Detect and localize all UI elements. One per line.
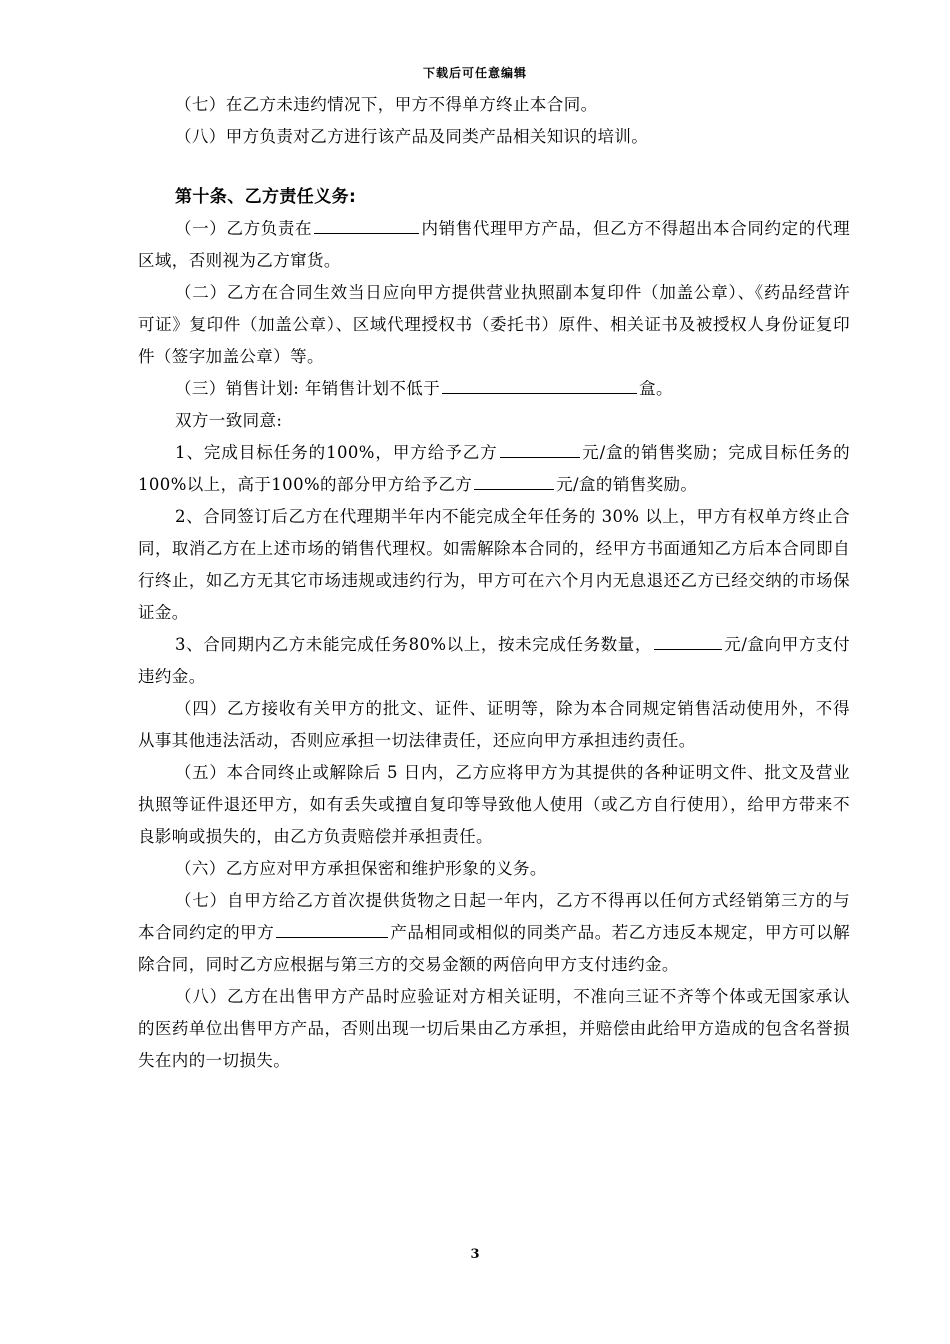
paragraph-8b: （八）乙方在出售甲方产品时应验证对方相关证明，不准向三证不齐等个体或无国家承认的医药单位出售甲方产品，否则出现一切后果由乙方承担，并赔偿由此给甲方造成的包含名誉损失在内的一切损失。 xyxy=(138,987,850,1070)
blank-field-region xyxy=(314,215,419,234)
item-3-text-b: 元/盒向甲方支付违约金。 xyxy=(138,635,850,686)
blank-field-penalty xyxy=(654,631,722,650)
blank-field-reward-1 xyxy=(500,439,580,458)
paragraph-7b-text-a: （七）自甲方给乙方首次提供货物之日起一年内，乙方不得再以任何方式经销第三方的与本合同约定的甲方 xyxy=(138,891,850,942)
document-body xyxy=(138,89,850,1077)
paragraph-3 xyxy=(138,373,850,405)
page-header: 下载后可任意编辑 xyxy=(422,66,527,80)
item-1-text-a: 1、完成目标任务的100%，甲方给予乙方 xyxy=(175,443,498,462)
page-number: 3 xyxy=(470,1247,480,1262)
paragraph-3-text-b: 盒。 xyxy=(639,379,673,398)
paragraph-5: （五）本合同终止或解除后 5 日内，乙方应将甲方为其提供的各种证明文件、批文及营业执照等证件退还甲方，如有丢失或擅自复印等导致他人使用（或乙方自行使用），给甲方带来不良影响或损失的，由乙方负责赔偿并承担责任。 xyxy=(138,763,850,846)
paragraph-7b-text-b: 产品相同或相似的同类产品。若乙方违反本规定，甲方可以解除合同，同时乙方应根据与第三方的交易金额的两倍向甲方支付违约金。 xyxy=(138,923,850,974)
item-1-text-c: 元/盒的销售奖励。 xyxy=(556,475,698,494)
paragraph-6: （六）乙方应对甲方承担保密和维护形象的义务。 xyxy=(175,859,547,878)
item-1-text-b: 元/盒的销售奖励；完成目标任务的100%以上，高于100%的部分甲方给予乙方 xyxy=(138,443,851,494)
paragraph-8a: （八）甲方负责对乙方进行该产品及同类产品相关知识的培训。 xyxy=(175,127,649,146)
paragraph-7b xyxy=(138,885,850,981)
blank-field-annual-plan xyxy=(442,375,637,394)
blank-field-reward-2 xyxy=(474,471,554,490)
section-heading: 第十条、乙方责任义务: xyxy=(175,187,357,207)
item-2: 2、合同签订后乙方在代理期半年内不能完成全年任务的 30% 以上，甲方有权单方终止合同，取消乙方在上述市场的销售代理权。如需解除本合同的，经甲方书面通知乙方后本合同即自行终止，如乙方无其它市场违规或违约行为，甲方可在六个月内无息退还乙方已经交纳的市场保证金。 xyxy=(138,507,850,622)
item-1 xyxy=(138,437,850,501)
paragraph-2: （二）乙方在合同生效当日应向甲方提供营业执照副本复印件（加盖公章）、《药品经营许可证》复印件（加盖公章）、区域代理授权书（委托书）原件、相关证书及被授权人身份证复印件（签字加盖公章）等。 xyxy=(138,283,850,366)
paragraph-3-text-a: （三）销售计划: 年销售计划不低于 xyxy=(175,379,441,398)
paragraph-1-text-a: （一）乙方负责在 xyxy=(175,219,313,238)
paragraph-1-text-b: 内销售代理甲方产品，但乙方不得超出本合同约定的代理区域，否则视为乙方窜货。 xyxy=(138,219,851,270)
item-3 xyxy=(138,629,850,693)
paragraph-4: （四）乙方接收有关甲方的批文、证件、证明等，除为本合同规定销售活动使用外，不得从事其他违法活动，否则应承担一切法律责任，还应向甲方承担违约责任。 xyxy=(138,699,850,750)
paragraph-1 xyxy=(138,213,850,277)
blank-field-product xyxy=(276,919,388,938)
paragraph-7a: （七）在乙方未违约情况下，甲方不得单方终止本合同。 xyxy=(175,95,598,114)
item-3-text-a: 3、合同期内乙方未能完成任务80%以上，按未完成任务数量， xyxy=(175,635,653,654)
agreement-line: 双方一致同意: xyxy=(175,411,283,430)
